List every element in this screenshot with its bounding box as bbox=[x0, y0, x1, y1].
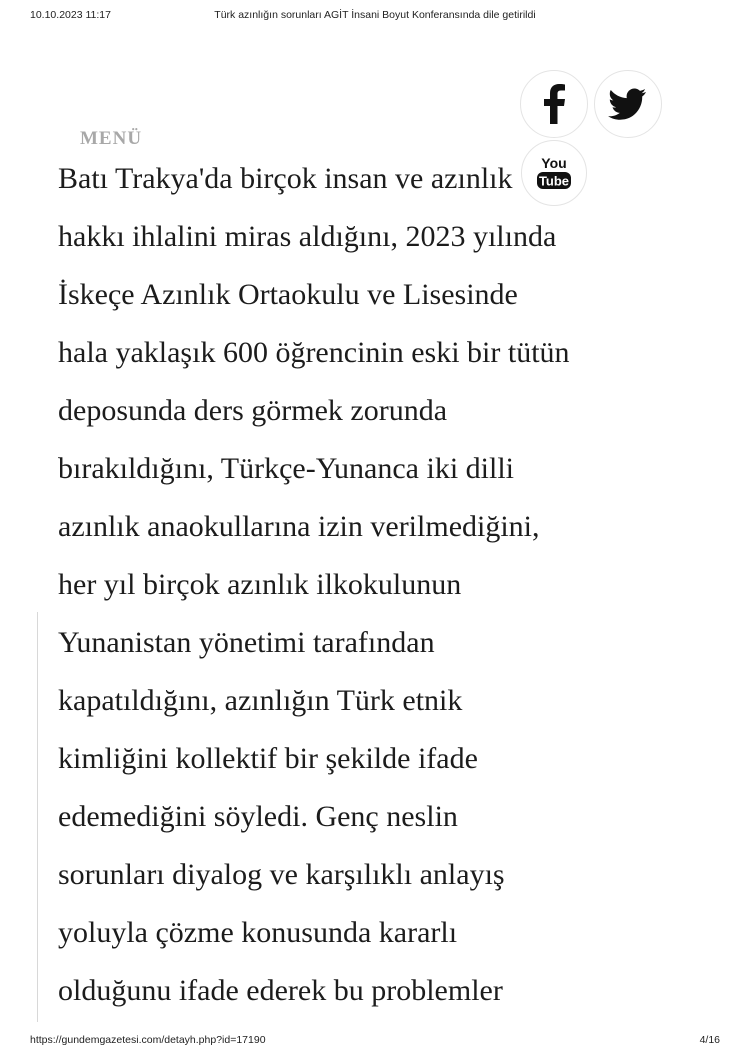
print-url: https://gundemgazetesi.com/detayh.php?id=17190 bbox=[30, 1034, 266, 1046]
youtube-tube-text: Tube bbox=[538, 173, 570, 189]
article-line: İskeçe Azınlık Ortaokulu ve Lisesinde bbox=[58, 278, 518, 311]
article-line: olduğunu ifade ederek bu problemler bbox=[58, 974, 503, 1007]
twitter-bird-icon bbox=[608, 86, 648, 122]
article-line: kimliğini kollektif bir şekilde ifade bbox=[58, 742, 478, 775]
article-line: yoluyla çözme konusunda kararlı bbox=[58, 916, 458, 949]
article-line: sorunları diyalog ve karşılıklı anlayış bbox=[58, 858, 505, 891]
print-datetime: 10.10.2023 11:17 bbox=[30, 9, 111, 21]
article-line: Batı Trakya'da birçok insan ve azınlık bbox=[58, 162, 513, 195]
facebook-link[interactable] bbox=[520, 70, 588, 138]
content-left-border bbox=[37, 612, 38, 1022]
menu-button[interactable]: MENÜ bbox=[80, 128, 143, 149]
article-line: her yıl birçok azınlık ilkokulunun bbox=[58, 568, 462, 601]
article-line: kapatıldığını, azınlığın Türk etnik bbox=[58, 684, 463, 717]
article-line: bırakıldığını, Türkçe-Yunanca iki dilli bbox=[58, 452, 515, 485]
article-line: deposunda ders görmek zorunda bbox=[58, 394, 448, 427]
article-line: Yunanistan yönetimi tarafından bbox=[58, 626, 435, 659]
youtube-link[interactable] bbox=[521, 140, 587, 206]
article-line: edemediğini söyledi. Genç neslin bbox=[58, 800, 458, 833]
print-page-number: 4/16 bbox=[699, 1034, 720, 1046]
youtube-you-text: You bbox=[541, 155, 567, 171]
article-line: azınlık anaokullarına izin verilmediğini, bbox=[58, 510, 540, 543]
article-body bbox=[58, 150, 708, 1020]
print-header bbox=[0, 9, 750, 25]
twitter-link[interactable] bbox=[594, 70, 662, 138]
facebook-icon bbox=[540, 84, 568, 124]
print-page-title: Türk azınlığın sorunları AGİT İnsani Boyut Konferansında dile getirildi bbox=[214, 9, 536, 21]
print-footer bbox=[0, 1034, 750, 1050]
article-line: hakkı ihlalini miras aldığını, 2023 yılında bbox=[58, 220, 557, 253]
youtube-icon bbox=[534, 155, 574, 191]
article-line: hala yaklaşık 600 öğrencinin eski bir tütün bbox=[58, 336, 570, 369]
